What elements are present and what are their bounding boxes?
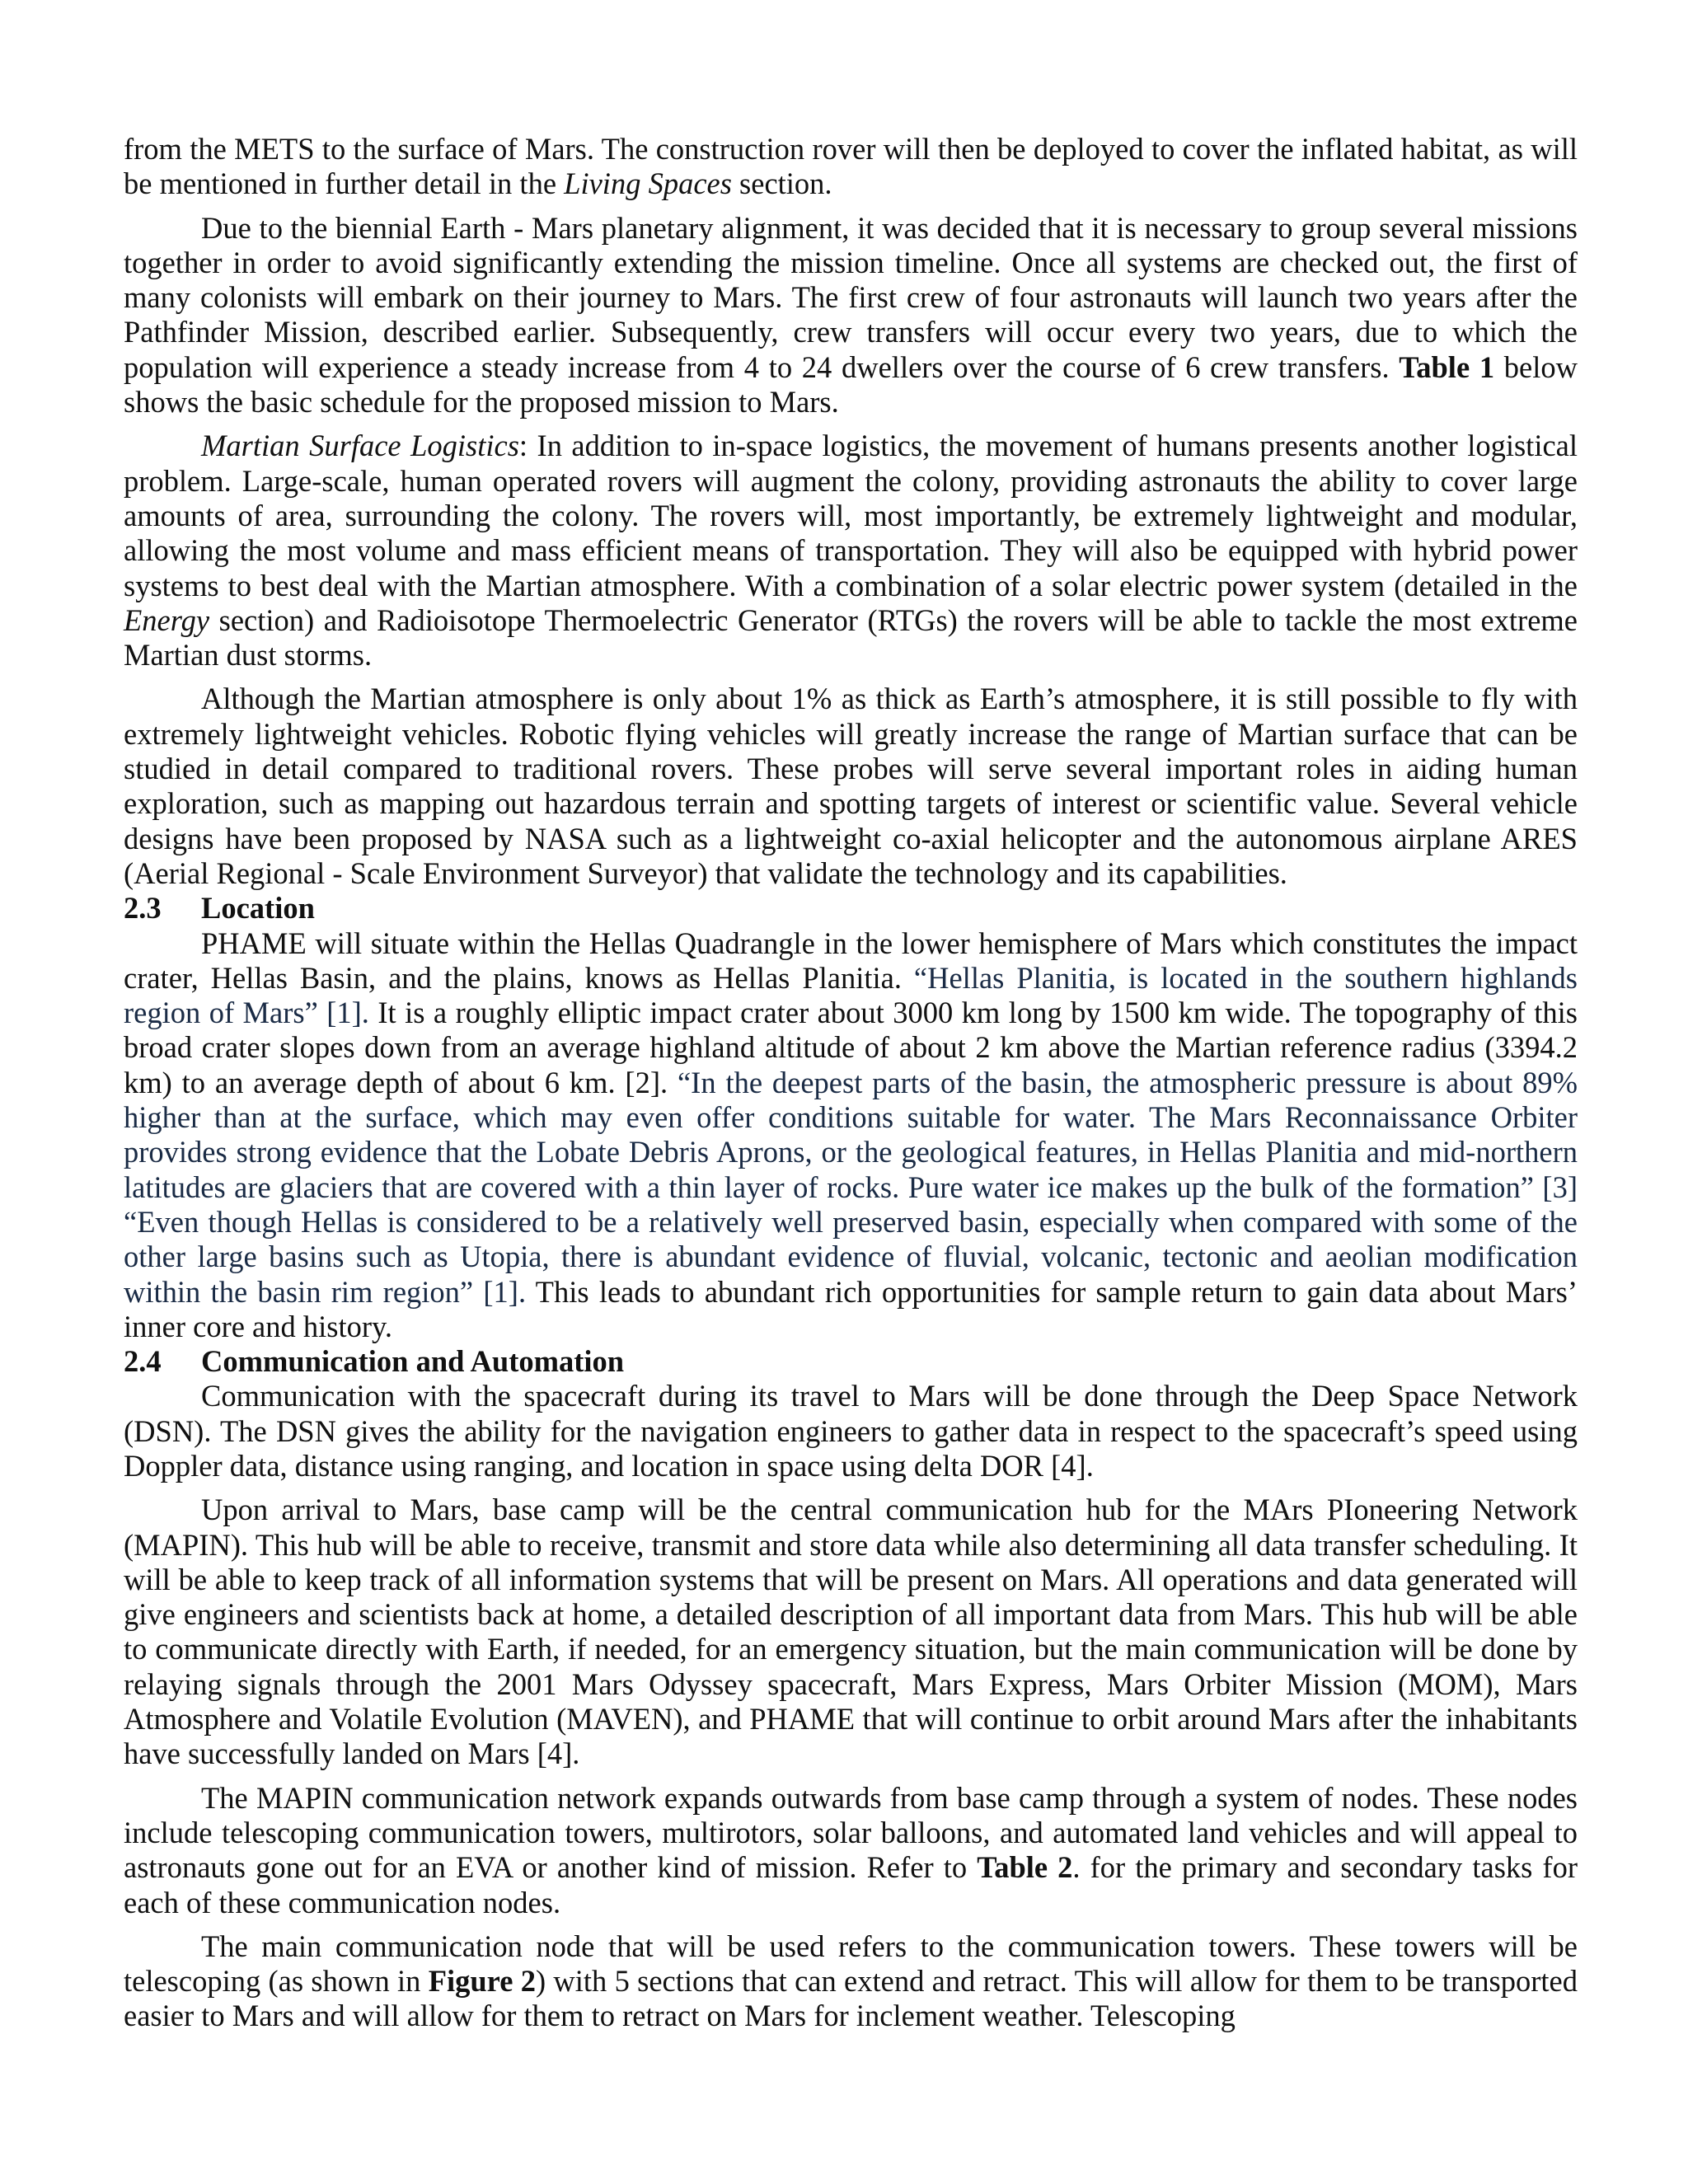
paragraph-location: PHAME will situate within the Hellas Quadrangle in the lower hemisphere of Mars which constitutes the impact crater, Hellas Basin, and the plains, knows as Hellas Planitia. “Hellas Planitia, is located in the southern highlands region of Mars” [1]. It is a roughly elliptic impact crater about 3000 km long by 1500 km wide. The topography of this broad crater slopes down from an average highland altitude of about 2 km above the Martian reference radius (3394.2 km) to an average depth of about 6 km. [2]. “In the deepest parts of the basin, the atmospheric pressure is about 89% higher than at the surface, which may even offer conditions suitable for water. The Mars Reconnaissance Orbiter provides strong evidence that the Lobate Debris Aprons, or the geological features, in Hellas Planitia and mid-northern latitudes are glaciers that are covered with a thin layer of rocks. Pure water ice makes up the bulk of the formation” [3] “Even though Hellas is considered to be a relatively well preserved basin, especially when compared with some of the other large basins such as Utopia, there is abundant evidence of fluvial, volcanic, tectonic and aeolian modification within the basin rim region” [1]. This leads to abundant rich opportunities for sample return to gain data about Mars’ inner core and history. bbox=[124, 926, 1578, 1343]
paragraph-deep-space-network: Communication with the spacecraft during its travel to Mars will be done through the Deep Space Network (DSN). The DSN gives the ability for the navigation engineers to gather data in respect to the spacecraft’s speed using Doppler data, distance using ranging, and location in space using delta DOR [4]. bbox=[124, 1379, 1578, 1483]
section-heading-location bbox=[124, 891, 1578, 926]
paragraph-mapin-hub: Upon arrival to Mars, base camp will be the central communication hub for the MArs PIoneering Network (MAPIN). This hub will be able to receive, transmit and store data while also determining all data transfer scheduling. It will be able to keep track of all information systems that will be present on Mars. All operations and data generated will give engineers and scientists back at home, a detailed description of all important data from Mars. This hub will be able to communicate directly with Earth, if needed, for an emergency situation, but the main communication will be done by relaying signals through the 2001 Mars Odyssey spacecraft, Mars Express, Mars Orbiter Mission (MOM), Mars Atmosphere and Volatile Evolution (MAVEN), and PHAME that will continue to orbit around Mars after the inhabitants have successfully landed on Mars [4]. bbox=[124, 1493, 1578, 1771]
section-title: Communication and Automation bbox=[201, 1344, 625, 1379]
quote-hellas-planitia: “Hellas Planitia, is located in the southern highlands region of Mars” [1]. bbox=[124, 960, 1578, 1030]
surface-logistics-label: Martian Surface Logistics bbox=[201, 429, 519, 463]
table-1-reference: Table 1 bbox=[1399, 349, 1495, 384]
energy-section-reference: Energy bbox=[124, 602, 210, 637]
table-2-reference: Table 2 bbox=[977, 1850, 1073, 1885]
paragraph-surface-logistics: Martian Surface Logistics: In addition to in-space logistics, the movement of humans presents another logistical problem. Large-scale, human operated rovers will augment the colony, providing astronauts the ability to cover large amounts of area, surrounding the colony. The rovers will, most importantly, be extremely lightweight and modular, allowing the most volume and mass efficient means of transportation. They will also be equipped with hybrid power systems to best deal with the Martian atmosphere. With a combination of a solar electric power system (detailed in the Energy section) and Radioisotope Thermoelectric Generator (RTGs) the rovers will be able to tackle the most extreme Martian dust storms. bbox=[124, 429, 1578, 673]
paragraph-mission-schedule: Due to the biennial Earth - Mars planetary alignment, it was decided that it is necessary to group several missions together in order to avoid significantly extending the mission timeline. Once all systems are checked out, the first of many colonists will embark on their journey to Mars. The first crew of four astronauts will launch two years after the Pathfinder Mission, described earlier. Subsequently, crew transfers will occur every two years, due to which the population will experience a steady increase from 4 to 24 dwellers over the course of 6 crew transfers. Table 1 below shows the basic schedule for the proposed mission to Mars. bbox=[124, 210, 1578, 419]
quote-basin-conditions: “In the deepest parts of the basin, the atmospheric pressure is about 89% higher than at the surface, which may even offer conditions suitable for water. The Mars Reconnaissance Orbiter provides strong evidence that the Lobate Debris Aprons, or the geological features, in Hellas Planitia and mid-northern latitudes are glaciers that are covered with a thin layer of rocks. Pure water ice makes up the bulk of the formation” [3] “Even though Hellas is considered to be a relatively well preserved basin, especially when compared with some of the other large basins such as Utopia, there is abundant evidence of fluvial, volcanic, tectonic and aeolian modification within the basin rim region” [1]. bbox=[124, 1065, 1578, 1309]
paragraph-communication-towers: The main communication node that will be used refers to the communication towers. These towers will be telescoping (as shown in Figure 2) with 5 sections that can extend and retract. This will allow for them to be transported easier to Mars and will allow for them to retract on Mars for inclement weather. Telescoping bbox=[124, 1929, 1578, 2033]
document-page bbox=[124, 132, 1578, 2043]
living-spaces-reference: Living Spaces bbox=[564, 166, 732, 201]
section-heading-communication bbox=[124, 1344, 1578, 1379]
paragraph-mets-deployment: from the METS to the surface of Mars. The construction rover will then be deployed to cover the inflated habitat, as will be mentioned in further detail in the Living Spaces section. bbox=[124, 132, 1578, 201]
figure-2-reference: Figure 2 bbox=[428, 1964, 536, 1999]
section-number: 2.3 bbox=[124, 891, 162, 926]
paragraph-mapin-nodes: The MAPIN communication network expands outwards from base camp through a system of nodes. These nodes include telescoping communication towers, multirotors, solar balloons, and automated land vehicles and will appeal to astronauts gone out for an EVA or another kind of mission. Refer to Table 2. for the primary and secondary tasks for each of these communication nodes. bbox=[124, 1780, 1578, 1919]
section-number: 2.4 bbox=[124, 1344, 162, 1379]
paragraph-flying-vehicles: Although the Martian atmosphere is only about 1% as thick as Earth’s atmosphere, it is still possible to fly with extremely lightweight vehicles. Robotic flying vehicles will greatly increase the range of Martian surface that can be studied in detail compared to traditional rovers. These probes will serve several important roles in aiding human exploration, such as mapping out hazardous terrain and spotting targets of interest or scientific value. Several vehicle designs have been proposed by NASA such as a lightweight co-axial helicopter and the autonomous airplane ARES (Aerial Regional - Scale Environment Surveyor) that validate the technology and its capabilities. bbox=[124, 682, 1578, 890]
section-title: Location bbox=[201, 891, 315, 926]
